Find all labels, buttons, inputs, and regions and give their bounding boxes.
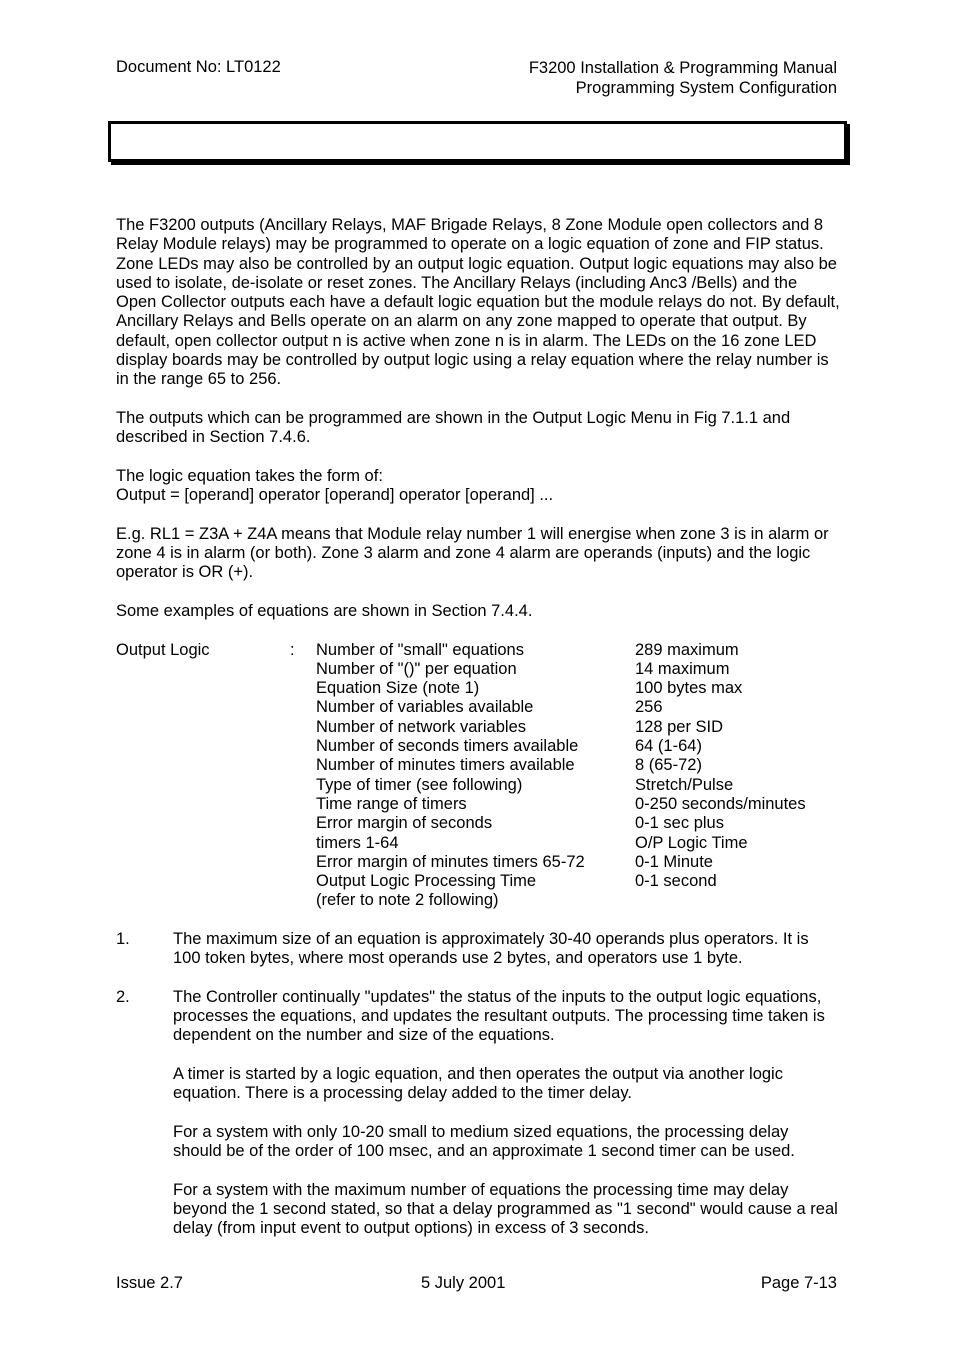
spec-label: Output Logic bbox=[116, 640, 210, 659]
section-title: Programming System Configuration bbox=[575, 79, 837, 97]
spec-key: Number of network variables bbox=[316, 717, 527, 736]
spec-key: Number of seconds timers available bbox=[316, 737, 579, 756]
spec-value: 64 (1-64) bbox=[635, 737, 702, 756]
spec-colon: : bbox=[290, 640, 295, 659]
note-number: 1. bbox=[116, 929, 130, 948]
note-text bbox=[173, 930, 840, 969]
note-item bbox=[116, 930, 840, 969]
main-content bbox=[116, 216, 840, 1258]
issue-date: 5 July 2001 bbox=[421, 1274, 506, 1292]
section-heading-box bbox=[108, 121, 847, 162]
spec-key: Number of "small" equations bbox=[316, 640, 524, 659]
spec-value bbox=[635, 891, 840, 910]
page-header-right bbox=[529, 58, 837, 98]
spec-value: 0-1 Minute bbox=[635, 852, 713, 871]
spec-key: Number of "()" per equation bbox=[316, 659, 517, 678]
outputs-paragraph: The outputs which can be programmed are shown in the Output Logic Menu in Fig 7.1.1 and described in Section 7.4.6. bbox=[116, 408, 791, 447]
note-paragraph: For a system with the maximum number of equations the processing time may delay beyond the 1 second stated, so that a delay programmed as "1 second" would cause a real delay (from input event to output options) in excess of 3 seconds. bbox=[173, 1180, 838, 1238]
issue-number: Issue 2.7 bbox=[116, 1274, 183, 1292]
note-paragraph: The Controller continually "updates" the status of the inputs to the output logic equations, processes the equations, and updates the resultant outputs. The processing time taken is dependent on the number and size of the equations. bbox=[173, 987, 825, 1045]
spec-value: O/P Logic Time bbox=[635, 833, 748, 852]
note-paragraph: A timer is started by a logic equation, and then operates the output via another logic equation. There is a processing delay added to the timer delay. bbox=[173, 1065, 783, 1103]
spec-key: Number of minutes timers available bbox=[316, 756, 575, 775]
spec-value: 0-250 seconds/minutes bbox=[635, 794, 806, 813]
spec-key: Error margin of seconds bbox=[316, 814, 493, 833]
spec-value: 0-1 sec plus bbox=[635, 814, 724, 833]
spec-key: Number of variables available bbox=[316, 698, 534, 717]
notes-list bbox=[116, 930, 840, 1239]
spec-key: (refer to note 2 following) bbox=[316, 891, 499, 910]
note-item bbox=[116, 988, 840, 1239]
page-number: Page 7-13 bbox=[760, 1274, 837, 1292]
spec-value: 100 bytes max bbox=[635, 679, 743, 698]
note-paragraph: For a system with only 10-20 small to medium sized equations, the processing delay should be of the order of 100 msec, and an approximate 1 second timer can be used. bbox=[173, 1122, 795, 1161]
note-paragraph: The maximum size of an equation is approximately 30-40 operands plus operators. It is 100 token bytes, where most operands use 2 bytes, and operators use 1 byte. bbox=[173, 929, 809, 968]
note-text bbox=[173, 988, 840, 1239]
spec-key: timers 1-64 bbox=[316, 833, 399, 852]
note-number: 2. bbox=[116, 987, 130, 1006]
equation-form-intro: The logic equation takes the form of: bbox=[116, 466, 383, 485]
spec-value: Stretch/Pulse bbox=[635, 775, 734, 794]
spec-key: Output Logic Processing Time bbox=[316, 872, 537, 891]
spec-value: 14 maximum bbox=[635, 659, 730, 678]
spec-key: Type of timer (see following) bbox=[316, 775, 523, 794]
intro-paragraph: The F3200 outputs (Ancillary Relays, MAF Brigade Relays, 8 Zone Module open collectors and 8 Relay Module relays) may be programmed to operate on a logic equation of zone and FIP status. Zone LEDs may also be controlled by an output logic equation. Output logic equations may also be used to isolate, de-isolate or reset zones. The Ancillary Relays (including Anc3 /Bells) and the Open Collector outputs each have a default logic equation but the module relays do not. By default, Ancillary Relays and Bells operate on an alarm on any zone mapped to operate that output. By default, open collector output n is active when zone n is in alarm. The LEDs on the 16 zone LED display boards may be controlled by output logic using a relay equation where the relay number is in the range 65 to 256. bbox=[116, 216, 840, 389]
spec-key: Error margin of minutes timers 65-72 bbox=[316, 852, 585, 871]
spec-key: Time range of timers bbox=[316, 794, 467, 813]
examples-reference: Some examples of equations are shown in Section 7.4.4. bbox=[116, 601, 533, 620]
equation-form-paragraph bbox=[116, 467, 840, 506]
equation-form: Output = [operand] operator [operand] operator [operand] ... bbox=[116, 486, 554, 505]
spec-value: 8 (65-72) bbox=[635, 756, 702, 775]
spec-key: Equation Size (note 1) bbox=[316, 679, 480, 698]
output-logic-spec-table bbox=[116, 641, 840, 911]
document-number: Document No: LT0122 bbox=[116, 58, 281, 76]
spec-value: 0-1 second bbox=[635, 872, 717, 891]
spec-value: 256 bbox=[635, 698, 663, 717]
spec-value: 289 maximum bbox=[635, 640, 739, 659]
example-paragraph: E.g. RL1 = Z3A + Z4A means that Module relay number 1 will energise when zone 3 is in alarm or zone 4 is in alarm (or both). Zone 3 alarm and zone 4 alarm are operands (inputs) and the logic operator is OR (+). bbox=[116, 524, 829, 582]
manual-title: F3200 Installation & Programming Manual bbox=[528, 59, 837, 77]
spec-value: 128 per SID bbox=[635, 717, 724, 736]
